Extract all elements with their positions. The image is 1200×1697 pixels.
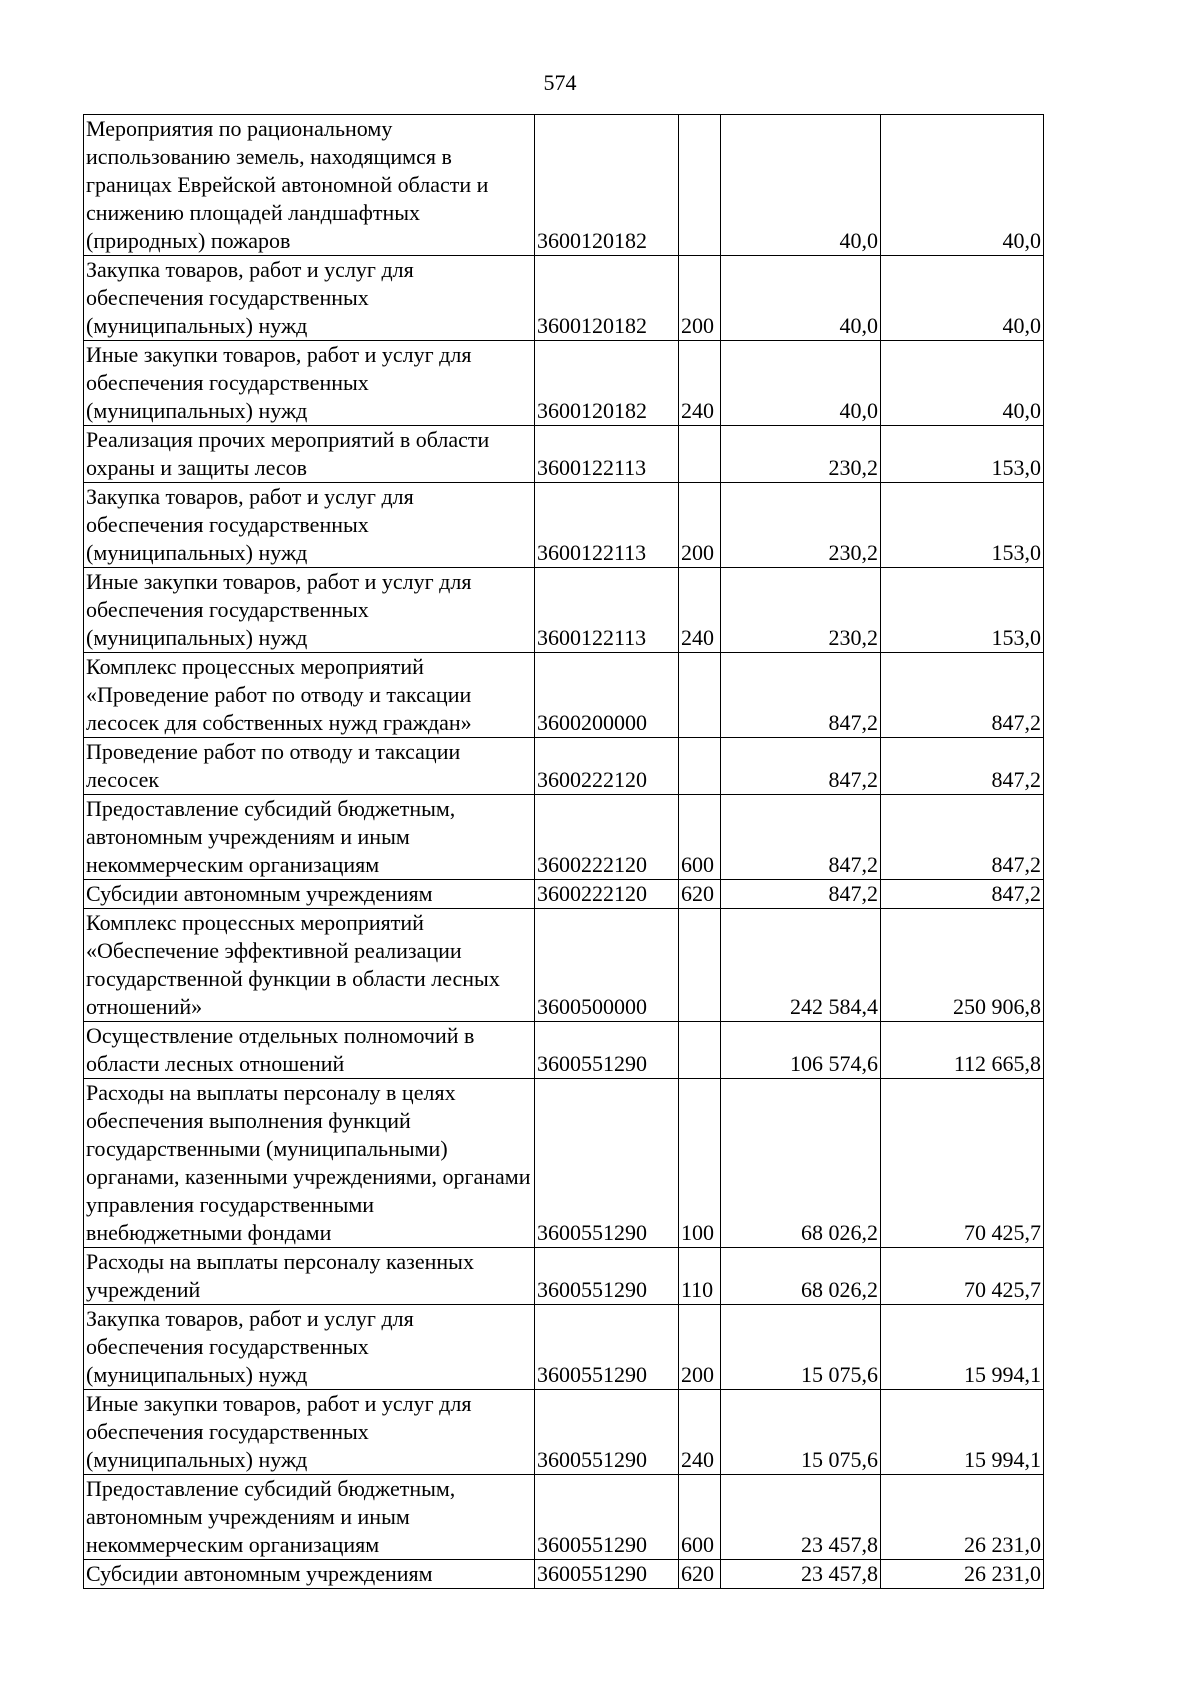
budget-table-body	[84, 115, 1044, 1589]
row-amount-year-2: 40,0	[881, 115, 1044, 256]
row-target-code: 3600120182	[535, 341, 679, 426]
row-expense-type	[679, 738, 721, 795]
row-amount-year-2: 250 906,8	[881, 909, 1044, 1022]
row-expense-type	[679, 115, 721, 256]
row-amount-year-1: 847,2	[721, 795, 881, 880]
row-name: Мероприятия по рациональному использованию земель, находящимся в границах Еврейской автономной области и снижению площадей ландшафтных (природных) пожаров	[84, 115, 535, 256]
row-amount-year-1: 68 026,2	[721, 1248, 881, 1305]
row-target-code: 3600120182	[535, 115, 679, 256]
row-amount-year-2: 40,0	[881, 341, 1044, 426]
row-amount-year-2: 15 994,1	[881, 1305, 1044, 1390]
row-target-code: 3600551290	[535, 1022, 679, 1079]
table-row	[84, 738, 1044, 795]
row-name: Закупка товаров, работ и услуг для обеспечения государственных (муниципальных) нужд	[84, 483, 535, 568]
row-amount-year-2: 112 665,8	[881, 1022, 1044, 1079]
table-row	[84, 880, 1044, 909]
table-row	[84, 653, 1044, 738]
row-expense-type: 620	[679, 1560, 721, 1589]
row-target-code: 3600122113	[535, 426, 679, 483]
table-row	[84, 1022, 1044, 1079]
row-amount-year-2: 153,0	[881, 568, 1044, 653]
row-expense-type: 200	[679, 1305, 721, 1390]
row-amount-year-1: 230,2	[721, 483, 881, 568]
row-amount-year-2: 153,0	[881, 426, 1044, 483]
row-name: Комплекс процессных мероприятий «Проведение работ по отводу и таксации лесосек для собственных нужд граждан»	[84, 653, 535, 738]
row-target-code: 3600122113	[535, 483, 679, 568]
table-row	[84, 115, 1044, 256]
row-expense-type: 200	[679, 256, 721, 341]
table-row	[84, 1305, 1044, 1390]
row-name: Субсидии автономным учреждениям	[84, 1560, 535, 1589]
table-row	[84, 1248, 1044, 1305]
row-amount-year-2: 26 231,0	[881, 1560, 1044, 1589]
row-amount-year-2: 847,2	[881, 738, 1044, 795]
row-amount-year-2: 847,2	[881, 795, 1044, 880]
row-amount-year-2: 847,2	[881, 880, 1044, 909]
table-row	[84, 795, 1044, 880]
row-expense-type	[679, 426, 721, 483]
row-expense-type: 240	[679, 568, 721, 653]
row-target-code: 3600200000	[535, 653, 679, 738]
row-target-code: 3600551290	[535, 1305, 679, 1390]
row-target-code: 3600551290	[535, 1079, 679, 1248]
row-expense-type: 600	[679, 1475, 721, 1560]
row-name: Иные закупки товаров, работ и услуг для обеспечения государственных (муниципальных) нужд	[84, 1390, 535, 1475]
row-target-code: 3600551290	[535, 1475, 679, 1560]
row-name: Закупка товаров, работ и услуг для обеспечения государственных (муниципальных) нужд	[84, 1305, 535, 1390]
table-row	[84, 1390, 1044, 1475]
row-expense-type: 240	[679, 1390, 721, 1475]
row-expense-type: 600	[679, 795, 721, 880]
table-row	[84, 568, 1044, 653]
row-target-code: 3600222120	[535, 795, 679, 880]
row-expense-type: 100	[679, 1079, 721, 1248]
table-row	[84, 1475, 1044, 1560]
row-target-code: 3600500000	[535, 909, 679, 1022]
row-name: Реализация прочих мероприятий в области охраны и защиты лесов	[84, 426, 535, 483]
table-row	[84, 1079, 1044, 1248]
row-name: Иные закупки товаров, работ и услуг для обеспечения государственных (муниципальных) нужд	[84, 568, 535, 653]
row-name: Предоставление субсидий бюджетным, автономным учреждениям и иным некоммерческим организациям	[84, 795, 535, 880]
row-amount-year-1: 242 584,4	[721, 909, 881, 1022]
row-amount-year-2: 70 425,7	[881, 1079, 1044, 1248]
row-target-code: 3600222120	[535, 738, 679, 795]
row-amount-year-1: 23 457,8	[721, 1560, 881, 1589]
row-name: Осуществление отдельных полномочий в области лесных отношений	[84, 1022, 535, 1079]
row-name: Закупка товаров, работ и услуг для обеспечения государственных (муниципальных) нужд	[84, 256, 535, 341]
row-expense-type	[679, 1022, 721, 1079]
row-amount-year-1: 40,0	[721, 341, 881, 426]
row-target-code: 3600222120	[535, 880, 679, 909]
row-amount-year-1: 15 075,6	[721, 1390, 881, 1475]
row-target-code: 3600551290	[535, 1390, 679, 1475]
row-expense-type: 110	[679, 1248, 721, 1305]
row-amount-year-1: 230,2	[721, 426, 881, 483]
row-target-code: 3600120182	[535, 256, 679, 341]
row-amount-year-2: 26 231,0	[881, 1475, 1044, 1560]
budget-table	[83, 114, 1044, 1589]
table-row	[84, 426, 1044, 483]
row-name: Комплекс процессных мероприятий «Обеспечение эффективной реализации государственной функции в области лесных отношений»	[84, 909, 535, 1022]
row-name: Предоставление субсидий бюджетным, автономным учреждениям и иным некоммерческим организациям	[84, 1475, 535, 1560]
row-expense-type: 240	[679, 341, 721, 426]
row-amount-year-1: 847,2	[721, 880, 881, 909]
row-expense-type: 200	[679, 483, 721, 568]
row-expense-type	[679, 653, 721, 738]
row-name: Расходы на выплаты персоналу в целях обеспечения выполнения функций государственными (муниципальными) органами, казенными учреждениями, органами управления государственными внебюджетными фондами	[84, 1079, 535, 1248]
row-target-code: 3600551290	[535, 1560, 679, 1589]
row-name: Проведение работ по отводу и таксации лесосек	[84, 738, 535, 795]
table-row	[84, 1560, 1044, 1589]
row-amount-year-1: 106 574,6	[721, 1022, 881, 1079]
row-amount-year-1: 68 026,2	[721, 1079, 881, 1248]
row-name: Иные закупки товаров, работ и услуг для обеспечения государственных (муниципальных) нужд	[84, 341, 535, 426]
row-name: Расходы на выплаты персоналу казенных учреждений	[84, 1248, 535, 1305]
row-name: Субсидии автономным учреждениям	[84, 880, 535, 909]
row-amount-year-1: 230,2	[721, 568, 881, 653]
table-row	[84, 341, 1044, 426]
row-amount-year-2: 153,0	[881, 483, 1044, 568]
table-row	[84, 483, 1044, 568]
table-row	[84, 909, 1044, 1022]
row-amount-year-2: 847,2	[881, 653, 1044, 738]
row-amount-year-1: 40,0	[721, 115, 881, 256]
row-amount-year-2: 15 994,1	[881, 1390, 1044, 1475]
page-number: 574	[543, 70, 577, 95]
row-expense-type: 620	[679, 880, 721, 909]
row-amount-year-1: 847,2	[721, 738, 881, 795]
row-amount-year-2: 40,0	[881, 256, 1044, 341]
row-expense-type	[679, 909, 721, 1022]
row-amount-year-1: 40,0	[721, 256, 881, 341]
row-amount-year-1: 23 457,8	[721, 1475, 881, 1560]
row-target-code: 3600122113	[535, 568, 679, 653]
row-amount-year-1: 847,2	[721, 653, 881, 738]
row-amount-year-1: 15 075,6	[721, 1305, 881, 1390]
row-target-code: 3600551290	[535, 1248, 679, 1305]
table-row	[84, 256, 1044, 341]
row-amount-year-2: 70 425,7	[881, 1248, 1044, 1305]
